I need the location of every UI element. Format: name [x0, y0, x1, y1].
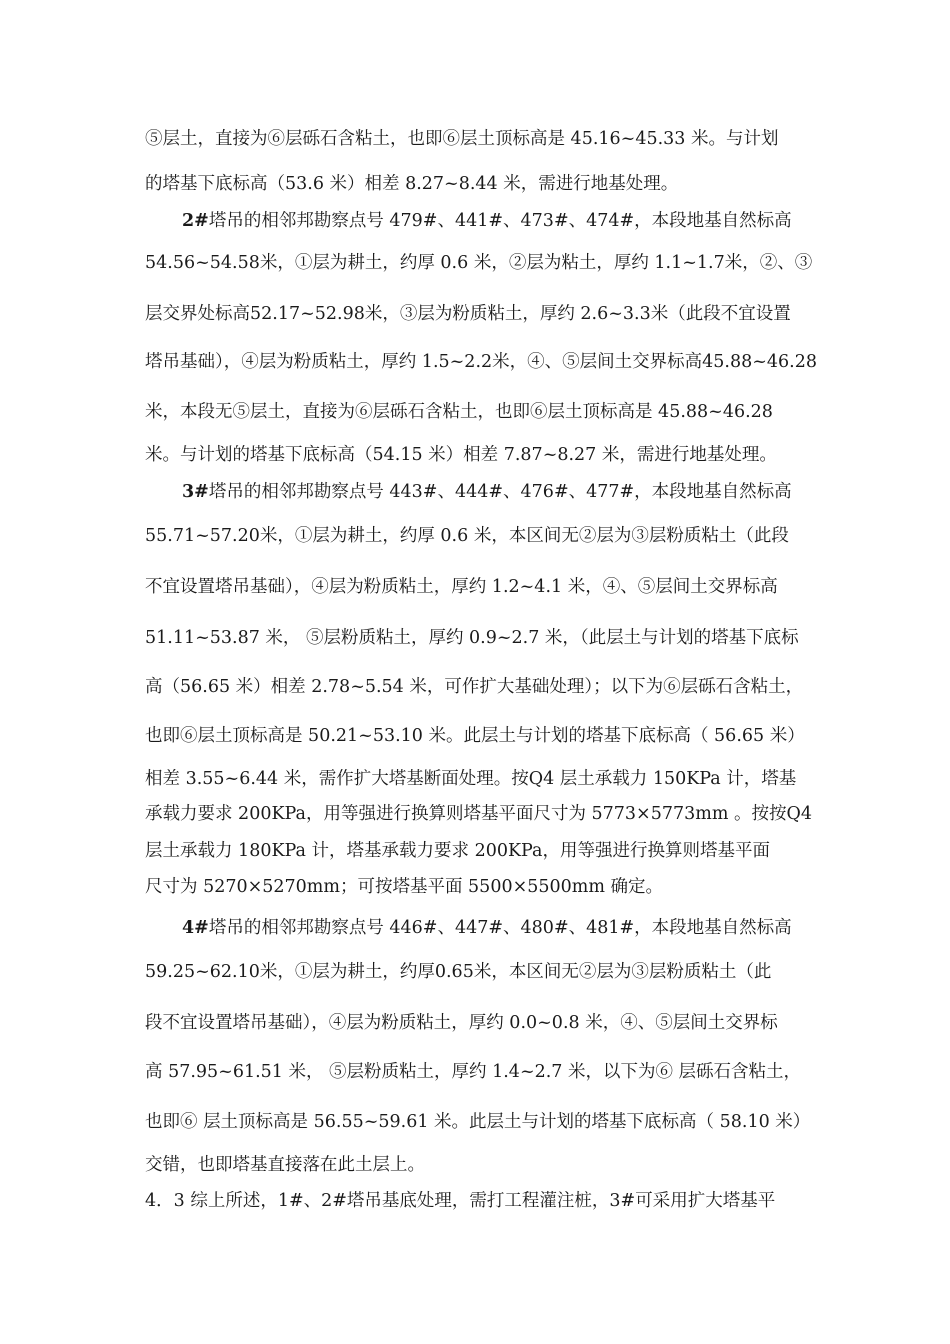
- text-line: 段不宜设置塔吊基础），④层为粉质粘土，厚约 0.0~0.8 米，④、⑤层间土交界标: [145, 1013, 778, 1033]
- text-line: 尺寸为 5270×5270mm；可按塔基平面 5500×5500mm 确定。: [145, 877, 664, 897]
- text-line: 层土承载力 180KPa 计，塔基承载力要求 200KPa，用等强进行换算则塔基平面: [145, 841, 770, 861]
- section-4-3-line: 4．3 综上所述，1#、2#塔吊基底处理，需打工程灌注桩，3#可采用扩大塔基平: [145, 1191, 776, 1211]
- text-line: 塔吊基础），④层为粉质粘土，厚约 1.5~2.2米，④、⑤层间土交界标高45.88~46.28: [145, 352, 817, 372]
- text-line: 相差 3.55~6.44 米，需作扩大塔基断面处理。按Q4 层土承载力 150KPa 计，塔基: [145, 769, 797, 789]
- text-line: ⑤层土，直接为⑥层砾石含粘土，也即⑥层土顶标高是 45.16~45.33 米。与计划: [145, 129, 779, 149]
- text-line: 59.25~62.10米，①层为耕土，约厚0.65米，本区间无②层为③层粉质粘土（此: [145, 962, 772, 982]
- paragraph-2-heading: 2#塔吊的相邻邦勘察点号 479#、441#、473#、474#，本段地基自然标高: [182, 211, 792, 231]
- text-line: 米。与计划的塔基下底标高（54.15 米）相差 7.87~8.27 米，需进行地基处理。: [145, 445, 777, 465]
- text-line: 高 57.95~61.51 米， ⑤层粉质粘土，厚约 1.4~2.7 米，以下为⑥ 层砾石含粘土，: [145, 1062, 802, 1082]
- text-line: 也即⑥层土顶标高是 50.21~53.10 米。此层土与计划的塔基下底标高（ 56.65 米）: [145, 726, 805, 746]
- text-line: 交错，也即塔基直接落在此土层上。: [145, 1155, 425, 1175]
- text-line: 55.71~57.20米，①层为耕土，约厚 0.6 米，本区间无②层为③层粉质粘土（此段: [145, 526, 789, 546]
- text-line: 米，本段无⑤层土，直接为⑥层砾石含粘土，也即⑥层土顶标高是 45.88~46.28: [145, 402, 773, 422]
- text-line: 不宜设置塔吊基础），④层为粉质粘土，厚约 1.2~4.1 米，④、⑤层间土交界标高: [145, 577, 778, 597]
- text-line: 层交界处标高52.17~52.98米，③层为粉质粘土，厚约 2.6~3.3米（此段不宜设置: [145, 304, 791, 324]
- text-line: 高（56.65 米）相差 2.78~5.54 米，可作扩大基础处理）；以下为⑥层砾石含粘土，: [145, 677, 804, 697]
- paragraph-4-heading: 4#塔吊的相邻邦勘察点号 446#、447#、480#、481#，本段地基自然标高: [182, 918, 792, 938]
- text-line: 的塔基下底标高（53.6 米）相差 8.27~8.44 米，需进行地基处理。: [145, 174, 679, 194]
- text-line: 54.56~54.58米，①层为耕土，约厚 0.6 米，②层为粘土，厚约 1.1~1.7米，②、③: [145, 253, 813, 273]
- text-line: 也即⑥ 层土顶标高是 56.55~59.61 米。此层土与计划的塔基下底标高（ 58.10 米）: [145, 1112, 811, 1132]
- text-line: 承载力要求 200KPa，用等强进行换算则塔基平面尺寸为 5773×5773mm 。按按Q4: [145, 804, 812, 824]
- text-line: 51.11~53.87 米， ⑤层粉质粘土，厚约 0.9~2.7 米，（此层土与计划的塔基下底标: [145, 628, 799, 648]
- paragraph-3-heading: 3#塔吊的相邻邦勘察点号 443#、444#、476#、477#，本段地基自然标高: [182, 482, 792, 502]
